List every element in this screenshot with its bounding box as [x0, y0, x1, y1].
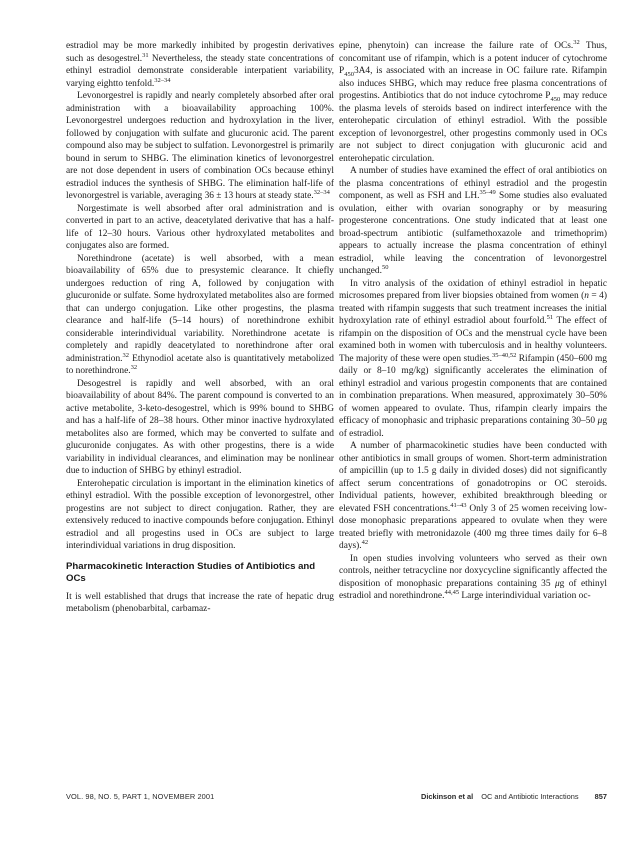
- paragraph: Norethindrone (acetate) is well absorbed, with a mean bioavailability of 65% due to presystemic clearance. It chiefly undergoes reduction of ring A, followed by conjugation with glucuronide or sulfate. Some hydroxylated metabolites also are formed that can undergo conjugation. Like other progestins, the plasma clearance and half-life (5–14 hours) of norethindrone exhibit considerable interindividual variability. Norethindrone acetate is completely and rapidly deacetylated to norethindrone after oral administration.$^{32}$ Ethynodiol acetate also is quantitatively metabolized to norethindrone.$^{32}$: [66, 253, 334, 376]
- paragraph: Enterohepatic circulation is important in the elimination kinetics of ethinyl estradiol. With the possible exception of levonorgestrel, other progestins are not subject to direct conjugation. Rather, they are extensively reduced to inactive compounds before conjugation. Ethinyl estradiol and all progestins used in OCs are subject to large interindividual variations in drug disposition.: [66, 478, 334, 551]
- paragraph: In vitro analysis of the oxidation of ethinyl estradiol in hepatic microsomes prepared from liver biopsies obtained from women (n = 4) treated with rifampin suggests that such treatment increases the initial hydroxylation rate of ethinyl estradiol about fourfold.$^{51}$ The effect of rifampin on the disposition of OCs and the menstrual cycle have been examined both in women with tuberculosis and in healthy volunteers. The majority of these were open studies.$^{35-40,52}$ Rifampin (450–600 mg daily or 8–10 mg/kg) significantly accelerates the elimination of ethinyl estradiol and various progestin components that are contained in combination preparations. When measured, approximately 30–50% of women appeared to ovulate. Thus, rifampin clearly impairs the efficacy of monophasic and triphasic preparations containing 30–50 μg of estradiol.: [339, 278, 607, 439]
- running-authors: Dickinson et al: [420, 792, 474, 801]
- paragraph: It is well established that drugs that increase the rate of hepatic drug metabolism (phenobarbital, carbamaz-: [66, 591, 334, 614]
- page-number: 857: [594, 792, 607, 801]
- left-column: [66, 40, 334, 616]
- footer-right: [421, 792, 607, 802]
- paragraph: A number of studies have examined the effect of oral antibiotics on the plasma concentrations of ethinyl estradiol and the progestin component, as well as FSH and LH.$^{35-49}$ Some studies also evaluated ovulation, either with ovarian sonography or by measuring progesterone concentrations. One study indicated that at least one broad-spectrum antibiotic (sulfamethoxazole and trimethoprim) appears to actually increase the plasma concentration of ethinyl estradiol, while leaving the concentration of levonorgestrel unchanged.$^{50}$: [339, 166, 607, 276]
- paragraph: estradiol may be more markedly inhibited by progestin derivatives such as desogestrel.$^{31}$ Nevertheless, the steady state concentrations of ethinyl estradiol demonstrate considerable interpatient variability, varying eightto tenfold.$^{32-34}$: [66, 41, 334, 89]
- paragraph: Desogestrel is rapidly and well absorbed, with an oral bioavailability of about 84%. The parent compound is converted to an active metabolite, 3-keto-desogestrel, which is 99% bound to SHBG and has a half-life of 28–38 hours. Other minor inactive hydroxylated metabolites also are formed, which may be converted to sulfate and glucuronide conjugates. As with other progestins, there is a wide variability in individual clearances, and elimination may be nonlinear due to induction of SHBG by ethinyl estradiol.: [66, 378, 334, 476]
- journal-info: VOL. 98, NO. 5, PART 1, NOVEMBER 2001: [66, 792, 215, 801]
- right-column: [339, 40, 607, 603]
- paragraph: Levonorgestrel is rapidly and nearly completely absorbed after oral administration with a bioavailability approaching 100%. Levonorgestrel undergoes reduction and hydroxylation in the liver, followed by conjugation with sulfate and glucuronic acid. The parent compound also may be subject to sulfation. Levonorgestrel is primarily bound in serum to SHBG. The elimination kinetics of levonorgestrel are not dose dependent in users of combination OCs because ethinyl estradiol induces the synthesis of SHBG. The elimination half-life of levonorgestrel is variable, averaging 36 ± 13 hours at steady state.$^{32-34}$: [66, 91, 334, 201]
- paragraph: A number of pharmacokinetic studies have been conducted with other antibiotics in small groups of women. Short-term administration of ampicillin (up to 1.5 g daily in divided doses) did not significantly affect serum concentrations of gonadotropins or OC steroids. Individual patients, however, exhibited breakthrough bleeding or elevated FSH concentrations.$^{41-43}$ Only 3 of 25 women receiving low-dose monophasic preparations appeared to ovulate when they were treated briefly with metronidazole (400 mg three times daily for 6–8 days).$^{42}$: [339, 441, 607, 551]
- paragraph: Norgestimate is well absorbed after oral administration and is converted in part to an active, deacetylated derivative that has a half-life of 12–30 hours. Various other hydroxylated metabolites and conjugates also are formed.: [66, 203, 334, 251]
- paragraph: In open studies involving volunteers who served as their own controls, neither tetracycline nor doxycycline significantly affected the disposition of monophasic preparations containing 35 μg of ethinyl estradiol and norethindrone.$^{44,45}$ Large interindividual variation oc-: [339, 553, 607, 601]
- paragraph: epine, phenytoin) can increase the failure rate of OCs.$^{32}$ Thus, concomitant use of rifampin, which is a potent inducer of cytochrome $P_{450}3A4$, is associated with an increase in OC failure rate. Rifampin also induces SHBG, which may reduce free plasma concentrations of progestins. Antibiotics that do not induce cytochrome $P_{450}$ may reduce the plasma levels of steroids based on indirect interference with the enterohepatic circulation of ethinyl estradiol. With the possible exception of levonorgestrel, other progestins commonly used in OCs are not subject to direct conjugation with glucuronic acid and enterohepatic circulation.: [339, 38, 607, 164]
- section-heading: Pharmacokinetic Interaction Studies of Antibiotics and OCs: [66, 560, 316, 584]
- running-title: OC and Antibiotic Interactions: [481, 792, 579, 801]
